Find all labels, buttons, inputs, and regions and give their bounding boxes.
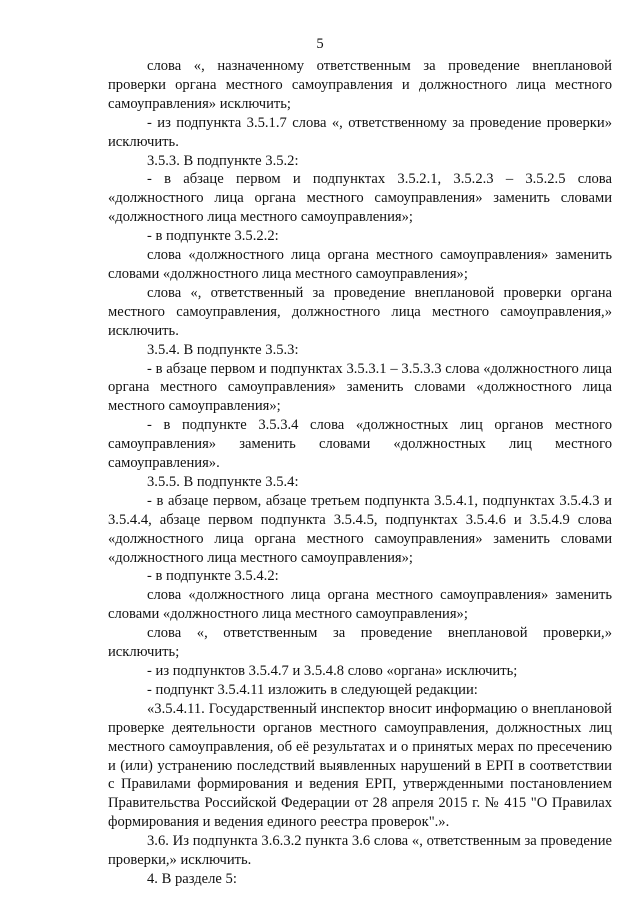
paragraph: - подпункт 3.5.4.11 изложить в следующей редакции:	[147, 681, 478, 698]
paragraph: - в подпункте 3.5.2.2:	[147, 228, 279, 245]
paragraph: 3.6. Из подпункта 3.6.3.2 пункта 3.6 слова «, ответственным за проведение проверки,» исключить.	[108, 833, 612, 869]
paragraph: слова «должностного лица органа местного самоуправления» заменить словами «должностного лица местного самоуправления»;	[108, 587, 612, 623]
paragraph: слова «, назначенному ответственным за проведение внеплановой проверки органа местного самоуправления и должностного лица местного самоуправления» исключить;	[108, 58, 612, 112]
paragraph: слова «, ответственный за проведение внеплановой проверки органа местного самоуправления, должностного лица местного самоуправления,» исключить.	[108, 284, 612, 339]
paragraph: 4. В разделе 5:	[147, 870, 237, 887]
paragraph: «3.5.4.11. Государственный инспектор вносит информацию о внеплановой проверке деятельности органов местного самоуправления, должностных лиц местного самоуправления, об её результатах и о принятых мерах по пресечению и (или) устранению последствий выявленных нарушений в ЕРП в соответствии с Правилами формирования и ведения ЕРП, утвержденными постановлением Правительства Российской Федерации от 28 апреля 2015 г. № 415 "О Правилах формирования и ведения единого реестра проверок".».	[108, 700, 612, 831]
paragraph: 3.5.5. В подпункте 3.5.4:	[147, 473, 299, 490]
paragraph: 3.5.3. В подпункте 3.5.2:	[147, 152, 299, 169]
paragraph: 3.5.4. В подпункте 3.5.3:	[147, 341, 299, 358]
paragraph: - в подпункте 3.5.3.4 слова «должностных лиц органов местного самоуправления» заменить словами «должностных лиц местного самоуправления».	[108, 417, 612, 472]
page-number: 5	[316, 36, 324, 52]
paragraph: - из подпунктов 3.5.4.7 и 3.5.4.8 слово «органа» исключить;	[147, 663, 518, 679]
paragraph: - из подпункта 3.5.1.7 слова «, ответственному за проведение проверки» исключить.	[108, 114, 612, 150]
paragraph: - в абзаце первом и подпунктах 3.5.3.1 – 3.5.3.3 слова «должностного лица органа местного самоуправления» заменить словами «должностного лица местного самоуправления»;	[108, 360, 612, 415]
paragraph: слова «, ответственным за проведение внеплановой проверки,» исключить;	[108, 625, 612, 661]
paragraph: - в подпункте 3.5.4.2:	[147, 568, 279, 585]
paragraph: - в абзаце первом, абзаце третьем подпункта 3.5.4.1, подпунктах 3.5.4.3 и 3.5.4.4, абзаце первом подпункта 3.5.4.5, подпунктах 3.5.4.6 и 3.5.4.9 слова «должностного лица органа местного самоуправления» заменить словами «должностного лица местного самоуправления»;	[108, 492, 612, 566]
paragraph: - в абзаце первом и подпунктах 3.5.2.1, 3.5.2.3 – 3.5.2.5 слова «должностного лица органа местного самоуправления» заменить словами «должностного лица местного самоуправления»;	[108, 171, 612, 226]
paragraph: слова «должностного лица органа местного самоуправления» заменить словами «должностного лица местного самоуправления»;	[108, 247, 612, 282]
document-body	[108, 57, 612, 889]
